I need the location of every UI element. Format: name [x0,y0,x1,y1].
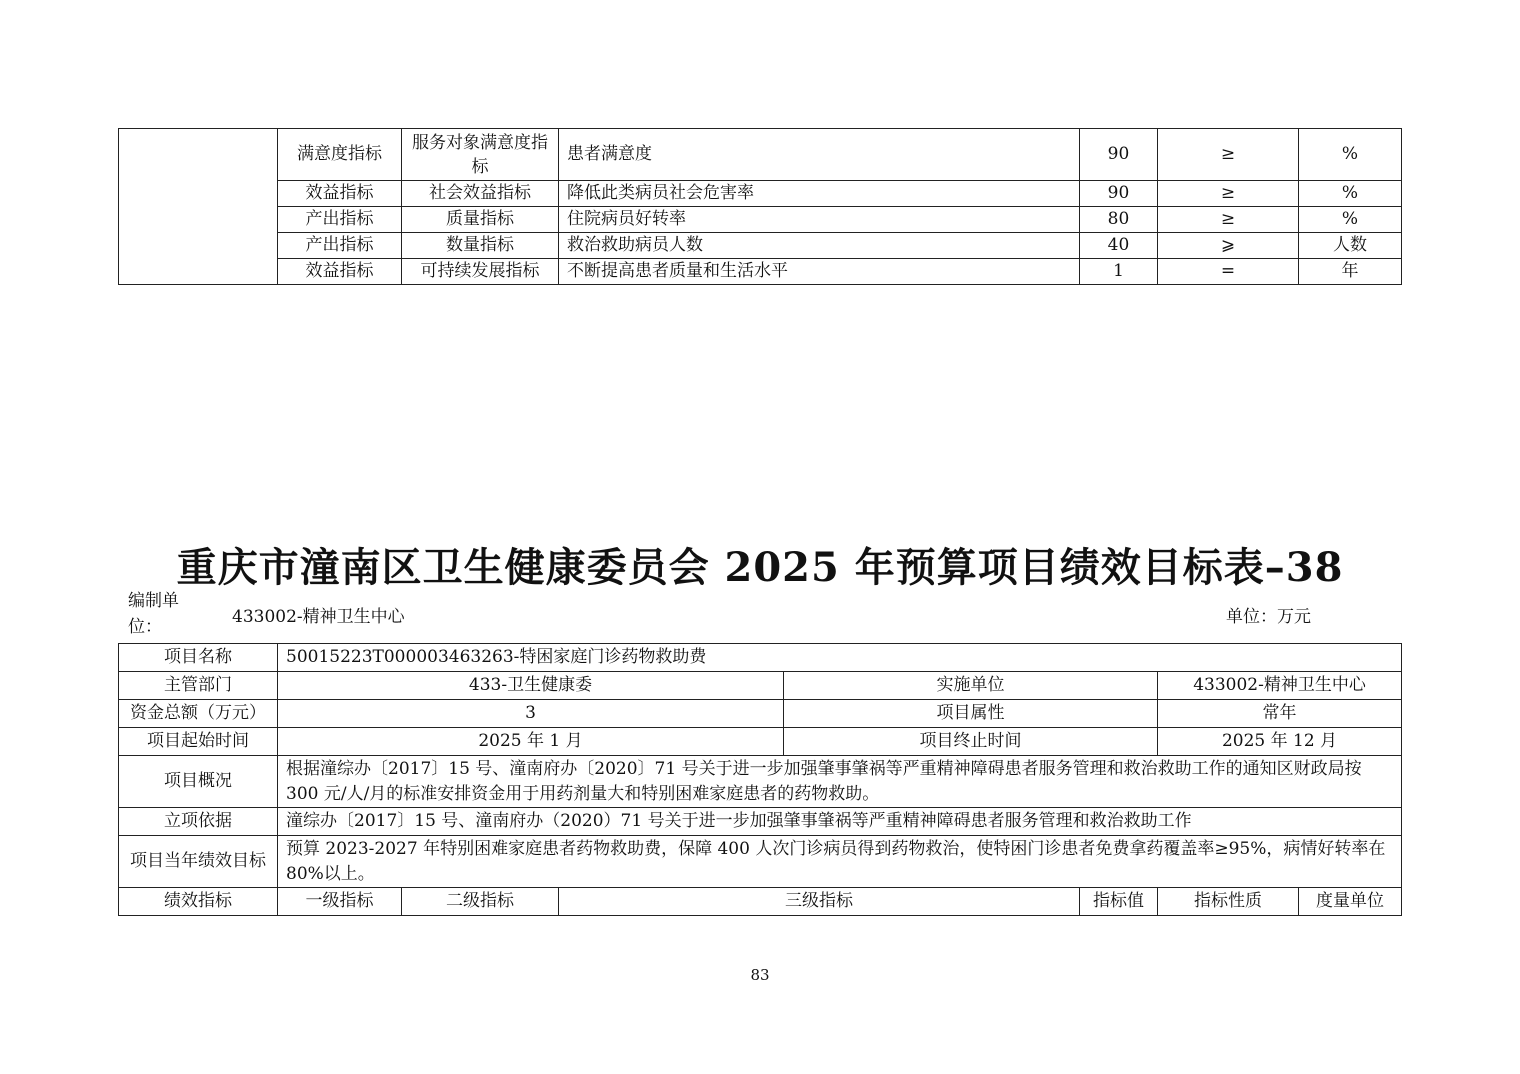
level3-cell: 不断提高患者质量和生活水平 [559,259,1080,285]
nature-header: 指标性质 [1158,888,1299,916]
nature-cell: ≥ [1158,181,1299,207]
impl-unit-label: 实施单位 [784,672,1158,700]
overview-label: 项目概况 [119,756,278,808]
table-row [119,181,1402,207]
table-row [119,644,1402,672]
level1-cell: 效益指标 [278,259,402,285]
level3-cell: 救治救助病员人数 [559,233,1080,259]
table-row [119,129,1402,181]
level1-cell: 产出指标 [278,207,402,233]
unit-note: 单位：万元 [1226,607,1311,627]
unit-cell: 年 [1299,259,1402,285]
level3-cell: 降低此类病员社会危害率 [559,181,1080,207]
value-cell: 90 [1080,129,1158,181]
table-row [119,672,1402,700]
indicator-table-continuation [118,128,1402,285]
nature-cell: ⩾ [1158,233,1299,259]
level2-cell: 社会效益指标 [402,181,559,207]
level1-cell: 满意度指标 [278,129,402,181]
value-header: 指标值 [1080,888,1158,916]
value-cell: 80 [1080,207,1158,233]
fund-value: 3 [278,700,784,728]
goal-value: 预算 2023-2027 年特别困难家庭患者药物救助费，保障 400 人次门诊病员得到药物救治，使特困门诊患者免费拿药覆盖率≥95%，病情好转率在 80%以上。 [278,836,1402,888]
end-time-label: 项目终止时间 [784,728,1158,756]
unit-cell: % [1299,207,1402,233]
attr-label: 项目属性 [784,700,1158,728]
table-row [119,207,1402,233]
indicator-label-cell [119,129,278,285]
table-row [119,808,1402,836]
table-row [119,233,1402,259]
project-name-value: 50015223T000003463263-特困家庭门诊药物救助费 [278,644,1402,672]
table-row [119,836,1402,888]
end-time-value: 2025 年 12 月 [1158,728,1402,756]
level2-cell: 可持续发展指标 [402,259,559,285]
goal-label: 项目当年绩效目标 [119,836,278,888]
fund-label: 资金总额（万元） [119,700,278,728]
unit-cell: % [1299,129,1402,181]
nature-cell: ≥ [1158,207,1299,233]
value-cell: 1 [1080,259,1158,285]
perf-label: 绩效指标 [119,888,278,916]
level1-cell: 产出指标 [278,233,402,259]
impl-unit-value: 433002-精神卫生中心 [1158,672,1402,700]
start-time-value: 2025 年 1 月 [278,728,784,756]
page-number: 83 [750,966,770,984]
table-row [119,888,1402,916]
basis-value: 潼综办〔2017〕15 号、潼南府办（2020）71 号关于进一步加强肇事肇祸等严重精神障碍患者服务管理和救治救助工作 [278,808,1402,836]
attr-value: 常年 [1158,700,1402,728]
level3-cell: 住院病员好转率 [559,207,1080,233]
level3-header: 三级指标 [559,888,1080,916]
nature-cell: ≥ [1158,129,1299,181]
table-row [119,756,1402,808]
level2-cell: 质量指标 [402,207,559,233]
level1-cell: 效益指标 [278,181,402,207]
level2-cell: 服务对象满意度指标 [402,129,559,181]
start-time-label: 项目起始时间 [119,728,278,756]
basis-label: 立项依据 [119,808,278,836]
nature-cell: = [1158,259,1299,285]
level2-header: 二级指标 [402,888,559,916]
value-cell: 40 [1080,233,1158,259]
table-row [119,728,1402,756]
dept-value: 433-卫生健康委 [278,672,784,700]
page-title: 重庆市潼南区卫生健康委员会 2025 年预算项目绩效目标表–38 [176,544,1344,591]
dept-label: 主管部门 [119,672,278,700]
level3-cell: 患者满意度 [559,129,1080,181]
level2-cell: 数量指标 [402,233,559,259]
project-name-label: 项目名称 [119,644,278,672]
overview-value: 根据潼综办〔2017〕15 号、潼南府办〔2020〕71 号关于进一步加强肇事肇祸等严重精神障碍患者服务管理和救治救助工作的通知区财政局按 300 元/人/月的标准安排资金用于用药剂量大和特别困难家庭患者的药物救助。 [278,756,1402,808]
org-value: 433002-精神卫生中心 [232,607,405,627]
project-performance-table [118,643,1402,916]
unit-header: 度量单位 [1299,888,1402,916]
table-row [119,700,1402,728]
value-cell: 90 [1080,181,1158,207]
table-row [119,259,1402,285]
level1-header: 一级指标 [278,888,402,916]
unit-cell: 人数 [1299,233,1402,259]
unit-cell: % [1299,181,1402,207]
org-label: 编制单位： [128,591,179,637]
